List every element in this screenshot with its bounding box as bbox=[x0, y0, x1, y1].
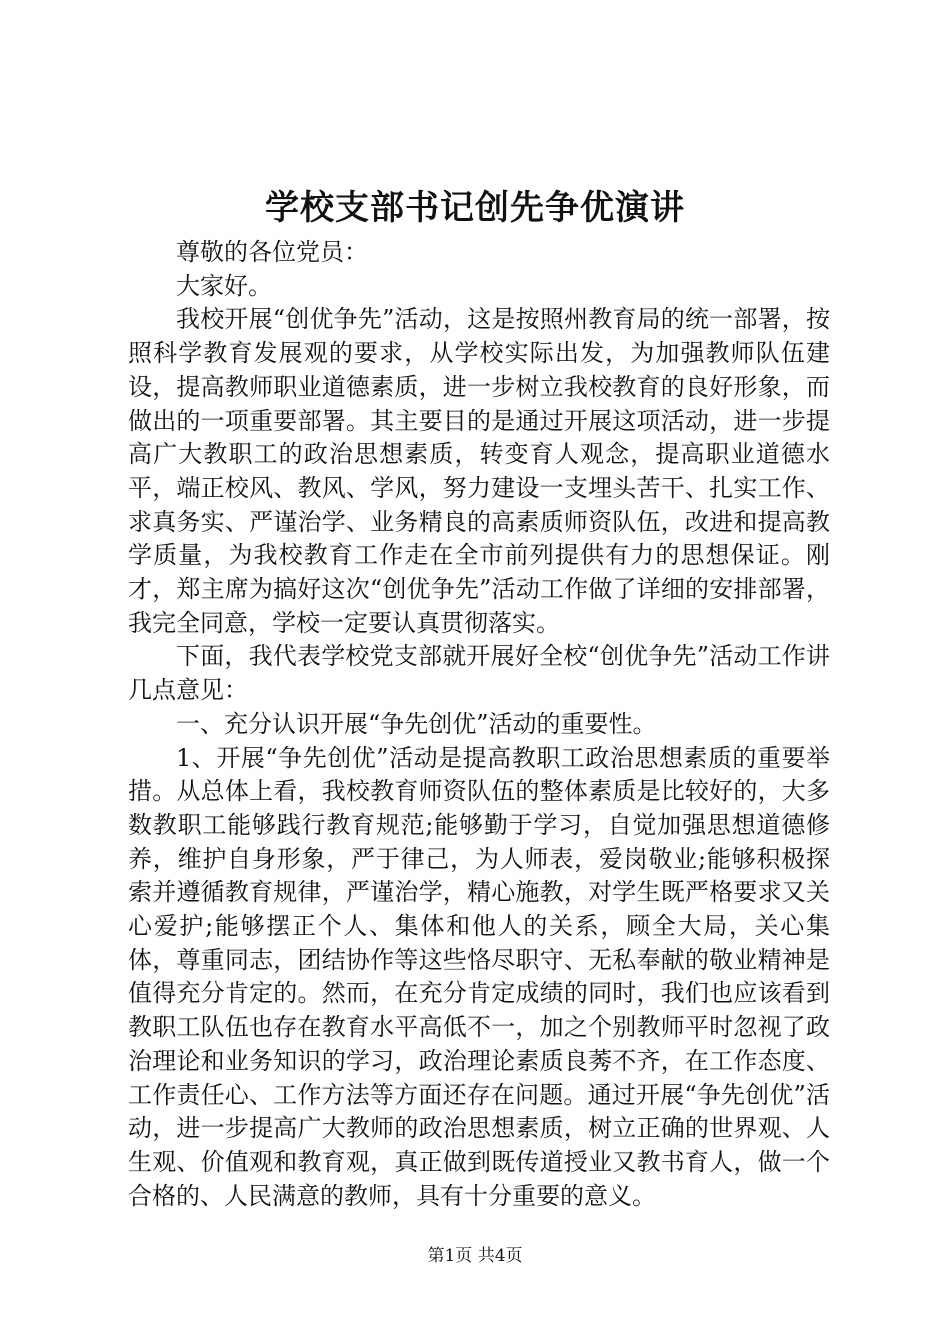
document-body bbox=[128, 236, 830, 1213]
paragraph-intro: 我校开展“创优争先”活动，这是按照州教育局的统一部署，按照科学教育发展观的要求，从学校实际出发，为加强教师队伍建设，提高教师职业道德素质，进一步树立我校教育的良好形象，而做出的一项重要部署。其主要目的是通过开展这项活动，进一步提高广大教职工的政治思想素质，转变育人观念，提高职业道德水平，端正校风、教风、学风，努力建设一支埋头苦干、扎实工作、求真务实、严谨治学、业务精良的高素质师资队伍，改进和提高教学质量，为我校教育工作走在全市前列提供有力的思想保证。刚才，郑主席为搞好这次“创优争先”活动工作做了详细的安排部署，我完全同意，学校一定要认真贯彻落实。 bbox=[128, 305, 830, 637]
section-heading-1: 一、充分认识开展“争先创优”活动的重要性。 bbox=[176, 709, 657, 738]
paragraph-greeting: 大家好。 bbox=[176, 271, 272, 300]
page-footer: 第1页 共4页 bbox=[427, 1246, 523, 1266]
paragraph-transition: 下面，我代表学校党支部就开展好全校“创优争先”活动工作讲几点意见： bbox=[128, 642, 830, 705]
document-title: 学校支部书记创先争优演讲 bbox=[265, 188, 685, 228]
paragraph-point-1: 1、开展“争先创优”活动是提高教职工政治思想素质的重要举措。从总体上看，我校教育师资队伍的整体素质是比较好的，大多数教职工能够践行教育规范;能够勤于学习，自觉加强思想道德修养，维护自身形象，严于律己，为人师表，爱岗敬业;能够积极探索并遵循教育规律，严谨治学，精心施教，对学生既严格要求又关心爱护;能够摆正个人、集体和他人的关系，顾全大局，关心集体，尊重同志，团结协作等这些恪尽职守、无私奉献的敬业精神是值得充分肯定的。然而，在充分肯定成绩的同时，我们也应该看到教职工队伍也存在教育水平高低不一，加之个别教师平时忽视了政治理论和业务知识的学习，政治理论素质良莠不齐，在工作态度、工作责任心、工作方法等方面还存在问题。通过开展“争先创优”活动，进一步提高广大教师的政治思想素质，树立正确的世界观、人生观、价值观和教育观，真正做到既传道授业又教书育人，做一个合格的、人民满意的教师，具有十分重要的意义。 bbox=[128, 743, 830, 1210]
paragraph-salutation: 尊敬的各位党员： bbox=[176, 238, 368, 266]
